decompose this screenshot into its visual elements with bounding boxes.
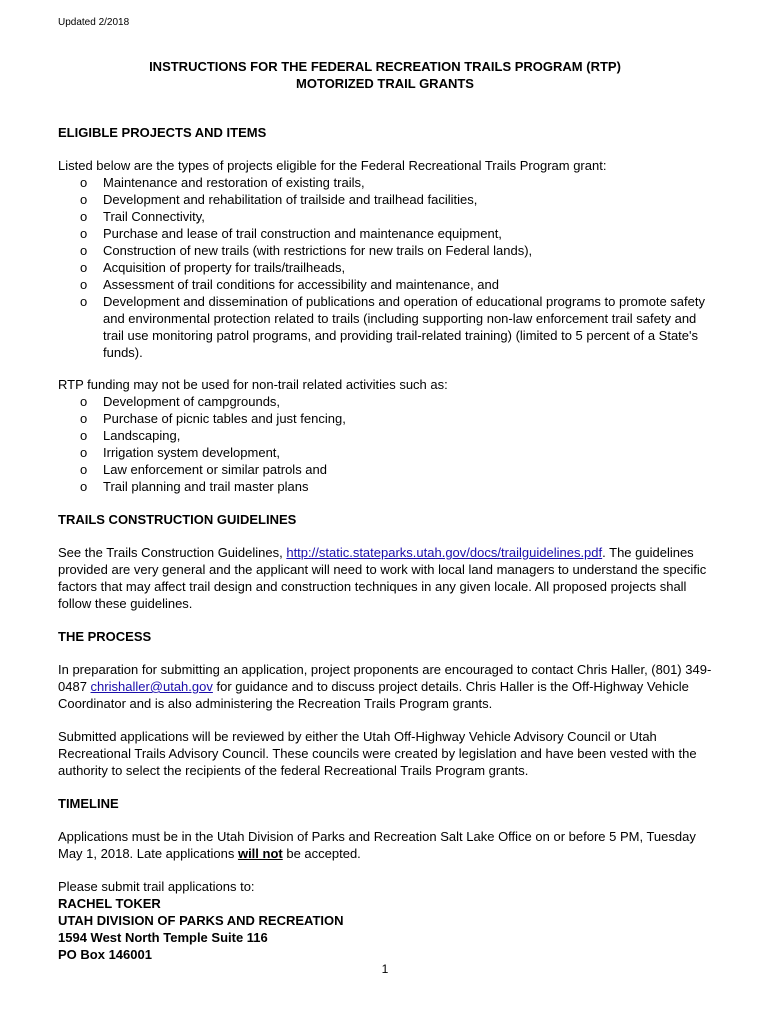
- page-number: 1: [381, 962, 389, 976]
- not-eligible-list: [58, 393, 714, 495]
- eligible-list: [58, 174, 714, 361]
- document-title: [0, 58, 770, 92]
- bullet-glyph: o: [80, 260, 88, 275]
- list-item: o Landscaping,: [80, 428, 181, 443]
- bullet-glyph: o: [80, 277, 88, 292]
- email-link[interactable]: chrishaller@utah.gov: [90, 679, 213, 694]
- bullet-glyph: o: [80, 175, 88, 190]
- submit-intro: Please submit trail applications to:: [58, 879, 255, 894]
- bullet-glyph: o: [80, 294, 88, 309]
- address-line: 1594 West North Temple Suite 116: [58, 930, 268, 945]
- bullet-glyph: o: [80, 192, 88, 207]
- updated-date: Updated 2/2018: [58, 17, 130, 28]
- list-item: o Law enforcement or similar patrols and: [80, 462, 327, 477]
- guidelines-link[interactable]: http://static.stateparks.utah.gov/docs/trailguidelines.pdf: [286, 545, 603, 560]
- title-line-1: INSTRUCTIONS FOR THE FEDERAL RECREATION TRAILS PROGRAM (RTP): [149, 59, 621, 74]
- process-heading: THE PROCESS: [58, 629, 152, 644]
- list-item: o Development of campgrounds,: [80, 394, 281, 409]
- list-item: o Irrigation system development,: [80, 445, 281, 460]
- address-line: PO Box 146001: [58, 947, 152, 962]
- guidelines-heading: TRAILS CONSTRUCTION GUIDELINES: [58, 512, 297, 527]
- list-item: o Purchase of picnic tables and just fencing,: [80, 411, 346, 426]
- list-item: o Construction of new trails (with restrictions for new trails on Federal lands),: [80, 243, 533, 258]
- list-item: o Purchase and lease of trail construction and maintenance equipment,: [80, 226, 502, 241]
- emphasis-will-not: will not: [237, 846, 283, 861]
- timeline-heading: TIMELINE: [58, 796, 119, 811]
- list-item: o Trail planning and trail master plans: [80, 479, 309, 494]
- bullet-glyph: o: [80, 462, 88, 477]
- process-paragraph-1: In preparation for submitting an application, project proponents are encouraged to contact Chris Haller, (801) 349-0487 chrishaller@utah.gov for guidance and to discuss project details. Chris Haller is the Off-Highway Vehicle Coordinator and is also administering the Recreation Trails Program grants.: [58, 662, 712, 711]
- address-line: RACHEL TOKER: [58, 896, 161, 911]
- bullet-glyph: o: [80, 428, 88, 443]
- timeline-paragraph: Applications must be in the Utah Division of Parks and Recreation Salt Lake Office on or before 5 PM, Tuesday May 1, 2018. Late applications will not be accepted.: [58, 829, 696, 861]
- bullet-glyph: o: [80, 445, 88, 460]
- list-item: o Development and rehabilitation of trailside and trailhead facilities,: [80, 192, 478, 207]
- guidelines-paragraph: See the Trails Construction Guidelines, http://static.stateparks.utah.gov/docs/trailguidelines.pdf. The guidelines provided are very general and the applicant will need to work with local land managers to understand the specific factors that may affect trail design and construction techniques in any given locale. All proposed projects shall follow these guidelines.: [58, 545, 707, 611]
- not-eligible-intro: RTP funding may not be used for non-trail related activities such as:: [58, 377, 448, 392]
- eligible-intro: Listed below are the types of projects eligible for the Federal Recreational Trails Program grant:: [58, 158, 607, 173]
- address-line: UTAH DIVISION OF PARKS AND RECREATION: [58, 913, 344, 928]
- document-body: [58, 124, 714, 963]
- list-item: o Development and dissemination of publications and operation of educational programs to promote safety and environmental protection related to trails (including supporting non-law enforcement trail safety and trail use monitoring patrol programs, and providing trail-related training) (limited to 5 percent of a State's funds).: [80, 294, 705, 360]
- bullet-glyph: o: [80, 394, 88, 409]
- bullet-glyph: o: [80, 226, 88, 241]
- bullet-glyph: o: [80, 411, 88, 426]
- list-item: o Assessment of trail conditions for accessibility and maintenance, and: [80, 277, 499, 292]
- bullet-glyph: o: [80, 479, 88, 494]
- eligible-heading: ELIGIBLE PROJECTS AND ITEMS: [58, 125, 267, 140]
- title-line-2: MOTORIZED TRAIL GRANTS: [296, 76, 474, 91]
- process-paragraph-2: Submitted applications will be reviewed by either the Utah Off-Highway Vehicle Advisory Council or Utah Recreational Trails Advisory Council. These councils were created by legislation and have been vested with the authority to select the recipients of the federal Recreational Trails Program grants.: [58, 729, 697, 778]
- list-item: o Maintenance and restoration of existing trails,: [80, 175, 365, 190]
- bullet-glyph: o: [80, 209, 88, 224]
- list-item: o Acquisition of property for trails/trailheads,: [80, 260, 346, 275]
- bullet-glyph: o: [80, 243, 88, 258]
- list-item: o Trail Connectivity,: [80, 209, 205, 224]
